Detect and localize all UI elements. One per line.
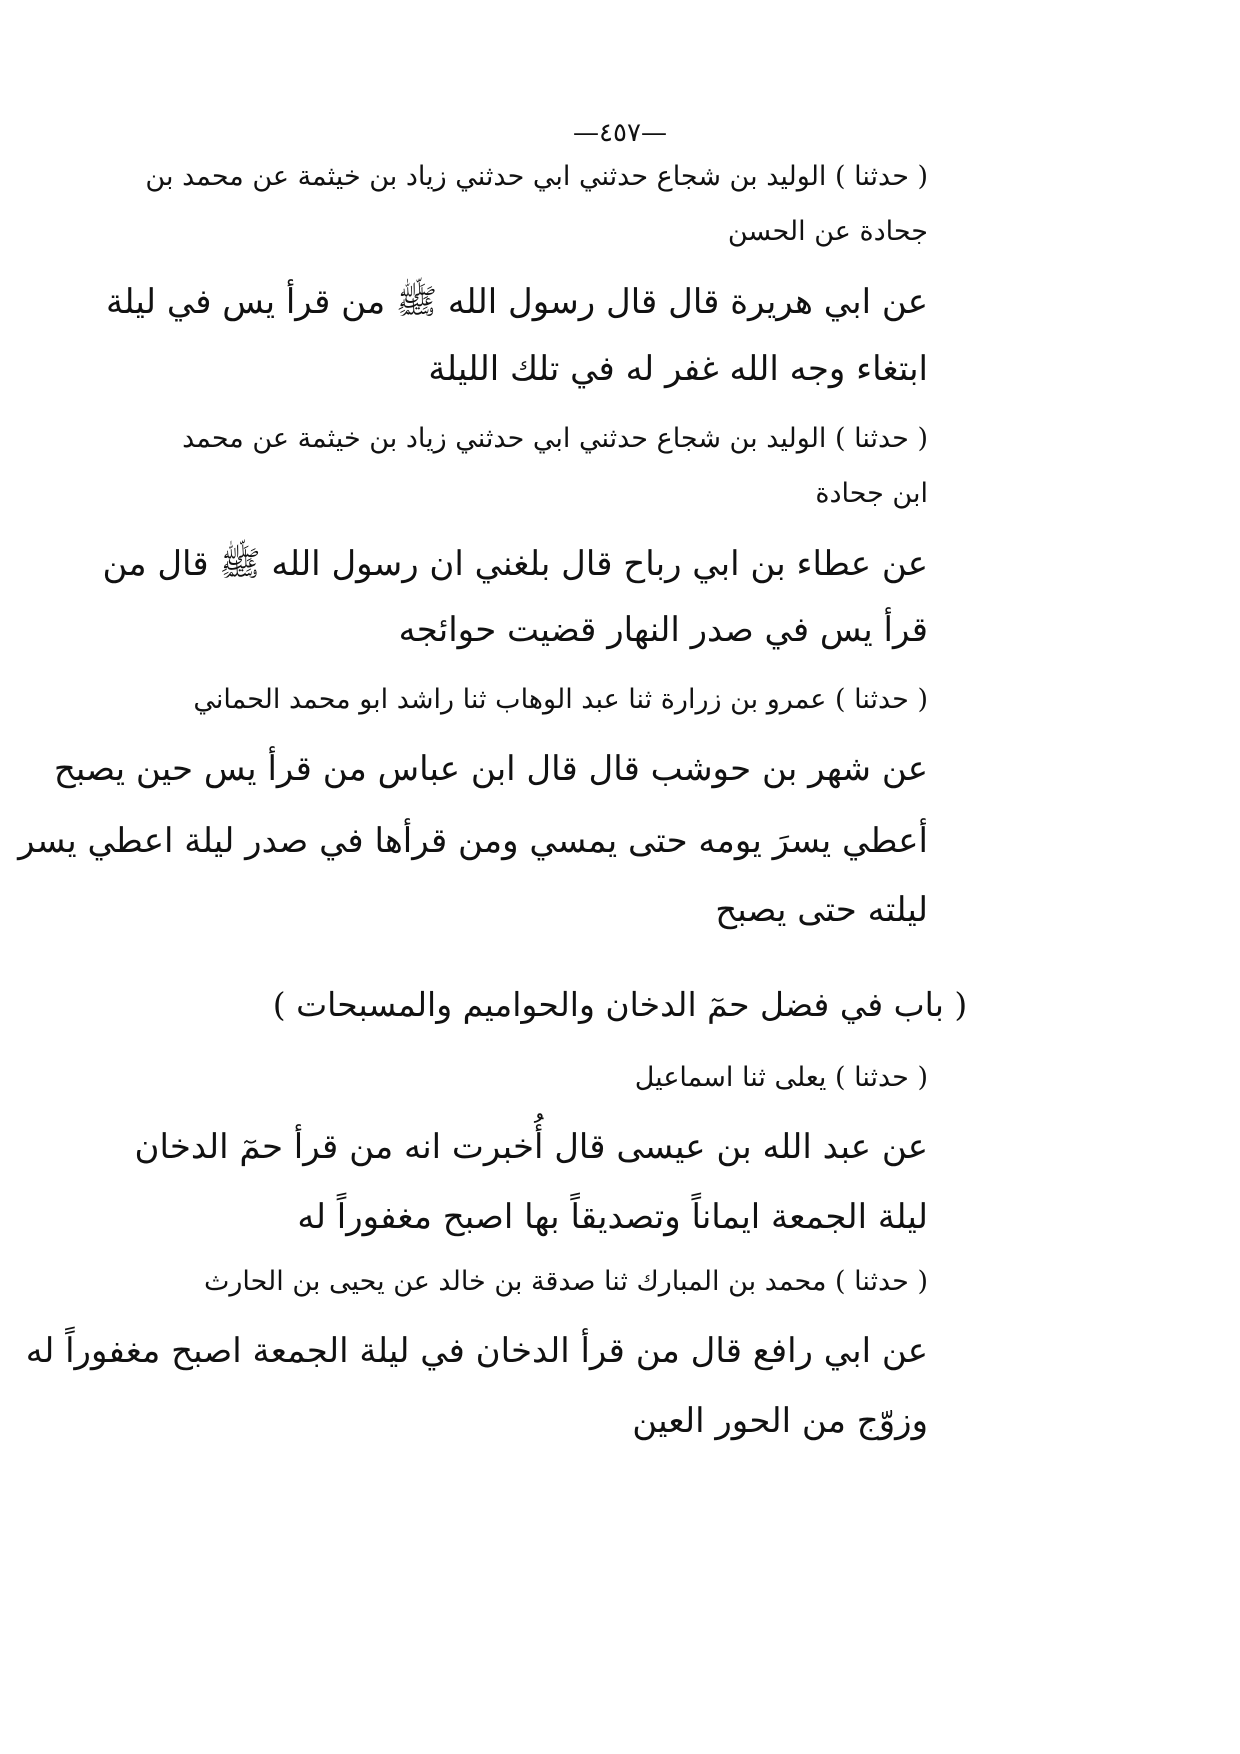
isnad-line: ( حدثنا ) عمرو بن زرارة ثنا عبد الوهاب ثنا راشد ابو محمد الحماني: [193, 684, 928, 715]
isnad-line: جحادة عن الحسن: [727, 216, 928, 247]
isnad-line: ( حدثنا ) الوليد بن شجاع حدثني ابي حدثني زياد بن خيثمة عن محمد: [182, 423, 928, 454]
hadith-line: ابتغاء وجه الله غفر له في تلك الليلة: [428, 349, 928, 389]
hadith-line: عن شهر بن حوشب قال قال ابن عباس من قرأ يس حين يصبح: [53, 749, 928, 789]
isnad-line: ( حدثنا ) الوليد بن شجاع حدثني ابي حدثني زياد بن خيثمة عن محمد بن: [145, 161, 928, 192]
hadith-line: عن عطاء بن ابي رباح قال بلغني ان رسول الله ﷺ قال من: [102, 544, 928, 584]
hadith-line: وزوّج من الحور العين: [632, 1401, 928, 1441]
isnad-line: ابن جحادة: [815, 478, 928, 509]
hadith-line: أعطي يسرَ يومه حتى يمسي ومن قرأها في صدر ليلة اعطي يسر: [18, 821, 928, 861]
hadith-line: عن ابي رافع قال من قرأ الدخان في ليلة الجمعة اصبح مغفوراً له: [25, 1331, 928, 1371]
hadith-line: عن ابي هريرة قال قال رسول الله ﷺ من قرأ يس في ليلة: [105, 282, 928, 322]
chapter-heading: ( باب في فضل حمٓ الدخان والحواميم والمسبحات ): [272, 985, 968, 1024]
hadith-line: ليلة الجمعة ايماناً وتصديقاً بها اصبح مغفوراً له: [297, 1197, 928, 1237]
hadith-line: ليلته حتى يصبح: [715, 890, 928, 930]
hadith-line: قرأ يس في صدر النهار قضيت حوائجه: [398, 610, 928, 650]
isnad-line: ( حدثنا ) يعلى ثنا اسماعيل: [634, 1062, 928, 1093]
page-number: —٤٥٧—: [573, 118, 667, 148]
hadith-line: عن عبد الله بن عيسى قال أُخبرت انه من قرأ حمٓ الدخان: [134, 1127, 928, 1167]
isnad-line: ( حدثنا ) محمد بن المبارك ثنا صدقة بن خالد عن يحيى بن الحارث: [203, 1266, 928, 1297]
